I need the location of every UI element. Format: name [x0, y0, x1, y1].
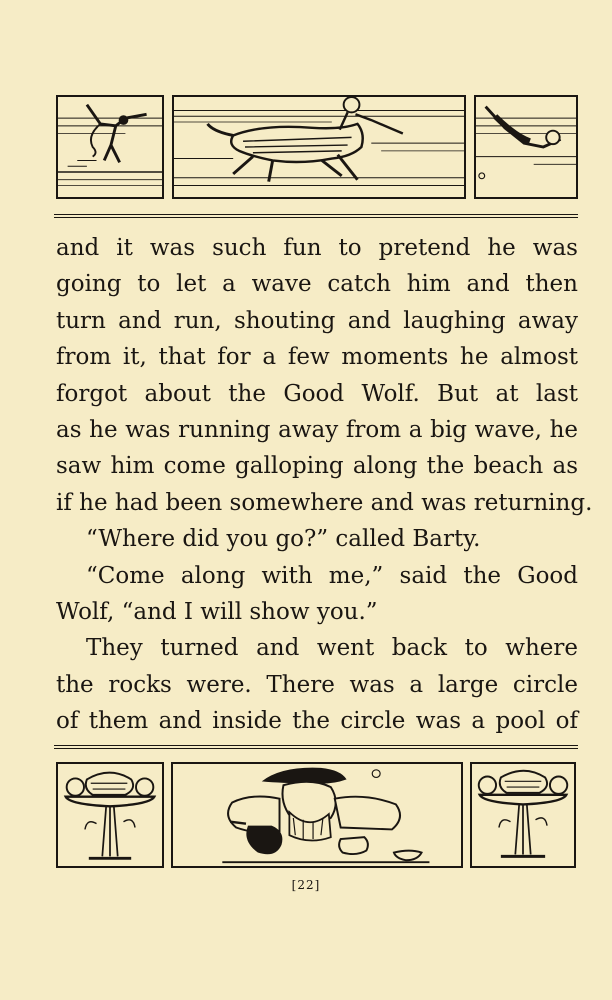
text-line-13: the rocks were. There was a large circle	[56, 671, 578, 698]
text-line-3: turn and run, shouting and laughing away	[56, 307, 578, 334]
text-line-10: “Come along with me,” said the Good	[86, 562, 578, 589]
text-line-8: if he had been somewhere and was returning.	[56, 489, 593, 516]
text-line-14: of them and inside the circle was a pool of	[56, 708, 578, 735]
bottom-center-illustration-panel	[171, 762, 463, 868]
man-pouring-tea-icon	[173, 764, 461, 866]
story-text	[56, 230, 593, 739]
top-center-illustration-panel	[172, 95, 466, 199]
text-line-6: as he was running away from a big wave, he	[56, 416, 578, 443]
boy-riding-wolf-icon	[174, 97, 464, 197]
top-left-illustration-panel	[56, 95, 164, 199]
text-line-7: saw him come galloping along the beach as	[56, 453, 578, 480]
top-right-illustration-panel	[474, 95, 578, 199]
text-line-9: “Where did you go?” called Barty.	[86, 526, 481, 553]
text-line-1: and it was such fun to pretend he was	[56, 235, 578, 261]
text-line-2: going to let a wave catch him and then	[56, 271, 578, 298]
text-line-5: forgot about the Good Wolf. But at last	[56, 380, 578, 407]
flying-bird-icon	[476, 97, 576, 197]
bottom-left-illustration-panel	[56, 762, 164, 868]
text-line-12: They turned and went back to where	[86, 635, 578, 662]
text-line-11: Wolf, “and I will show you.”	[56, 598, 378, 625]
page-number: [22]	[291, 878, 321, 892]
fruit-bowl-icon	[472, 764, 574, 866]
top-divider-rule	[54, 214, 578, 218]
bottom-divider-rule	[54, 745, 578, 749]
monkey-on-beach-icon	[58, 97, 162, 197]
text-line-4: from it, that for a few moments he almost	[56, 344, 578, 371]
fruit-bowl-icon	[58, 764, 162, 866]
bottom-right-illustration-panel	[470, 762, 576, 868]
